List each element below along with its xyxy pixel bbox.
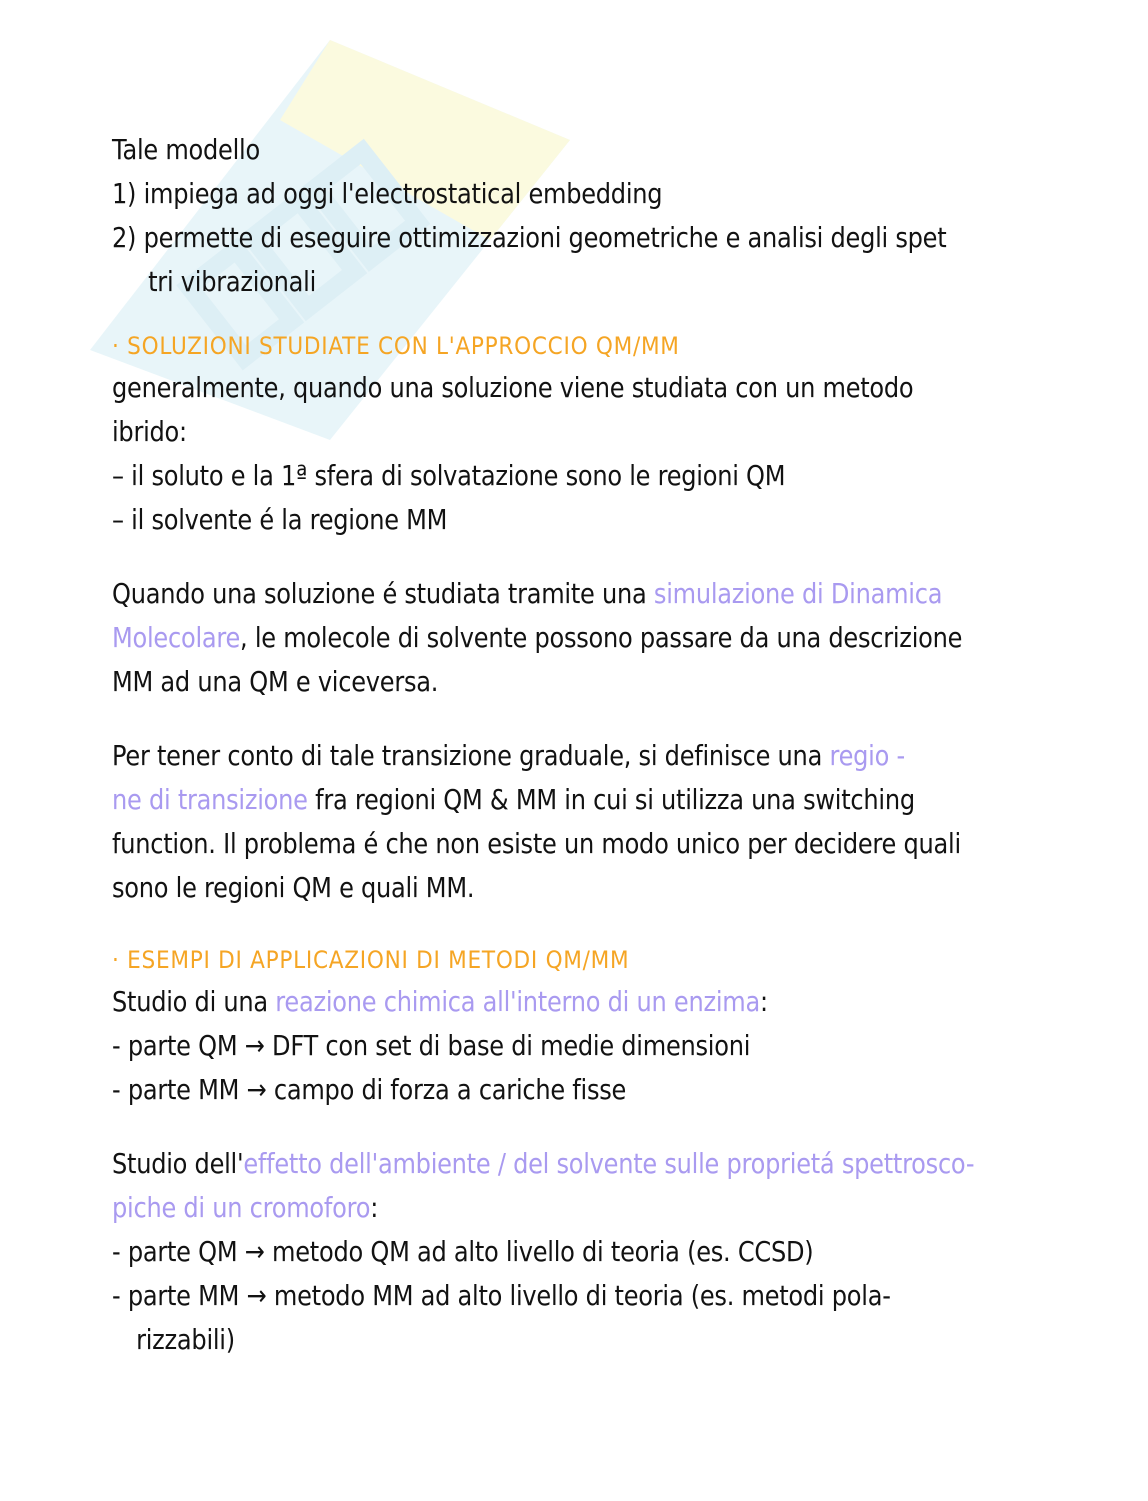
highlight-term: effetto dell'ambiente / del solvente sulle proprietá spettrosco- <box>243 1147 975 1180</box>
highlight-term: piche di un cromoforo <box>112 1191 371 1224</box>
bullet-item: – il soluto e la 1ª sfera di solvatazione sono le regioni QM <box>112 459 786 492</box>
bullet-item: - parte QM → DFT con set di base di medie dimensioni <box>112 1029 751 1062</box>
text-span: Per tener conto di tale transizione graduale, si definisce una <box>112 739 830 772</box>
paragraph-line <box>112 572 943 616</box>
paragraph-line <box>112 1142 975 1186</box>
text-span: , le molecole di solvente possono passare da una descrizione <box>240 621 963 654</box>
bullet-item: - parte MM → metodo MM ad alto livello di teoria (es. metodi pola- <box>112 1279 891 1312</box>
bullet-item: – il solvente é la regione MM <box>112 503 448 536</box>
section-heading-solutions: · SOLUZIONI STUDIATE CON L'APPROCCIO QM/MM <box>112 332 680 360</box>
paragraph-line <box>112 616 963 660</box>
paragraph-line <box>112 734 912 778</box>
text-span: : <box>759 985 768 1018</box>
paragraph-line: ibrido: <box>112 415 187 448</box>
bullet-item: - parte QM → metodo QM ad alto livello di teoria (es. CCSD) <box>112 1235 814 1268</box>
intro-item-2 <box>112 216 947 260</box>
item-number: 1) <box>112 177 137 210</box>
section-heading-examples: · ESEMPI DI APPLICAZIONI DI METODI QM/MM <box>112 946 630 974</box>
intro-item-2-cont: tri vibrazionali <box>148 265 317 298</box>
highlight-term: reazione chimica all'interno di un enzima <box>275 985 760 1018</box>
bullet-item-cont: rizzabili) <box>136 1323 235 1356</box>
text-span: Studio dell' <box>112 1147 244 1180</box>
highlight-term: Molecolare <box>112 621 241 654</box>
paragraph-line: function. Il problema é che non esiste un modo unico per decidere quali <box>112 827 961 860</box>
paragraph-line: sono le regioni QM e quali MM. <box>112 871 475 904</box>
highlight-term: regio - <box>829 739 905 772</box>
text-span: Studio di una <box>112 985 276 1018</box>
paragraph-line <box>112 980 912 1024</box>
handwritten-notes-page <box>112 128 1042 1362</box>
item-text: impiega ad oggi l'electrostatical embedding <box>143 177 663 210</box>
paragraph-line: MM ad una QM e viceversa. <box>112 665 439 698</box>
highlight-term: ne di transizione <box>112 783 308 816</box>
item-number: 2) <box>112 221 137 254</box>
text-span: Quando una soluzione é studiata tramite una <box>112 577 654 610</box>
intro-title: Tale modello <box>112 133 260 166</box>
bullet-item: - parte MM → campo di forza a cariche fisse <box>112 1073 627 1106</box>
intro-item-1 <box>112 172 912 216</box>
paragraph-line: generalmente, quando una soluzione viene studiata con un metodo <box>112 371 914 404</box>
text-span: : <box>370 1191 379 1224</box>
paragraph-line <box>112 1186 912 1230</box>
highlight-term: simulazione di Dinamica <box>653 577 943 610</box>
item-text: permette di eseguire ottimizzazioni geometriche e analisi degli spet <box>143 221 947 254</box>
paragraph-line <box>112 778 915 822</box>
text-span: fra regioni QM & MM in cui si utilizza una switching <box>307 783 915 816</box>
